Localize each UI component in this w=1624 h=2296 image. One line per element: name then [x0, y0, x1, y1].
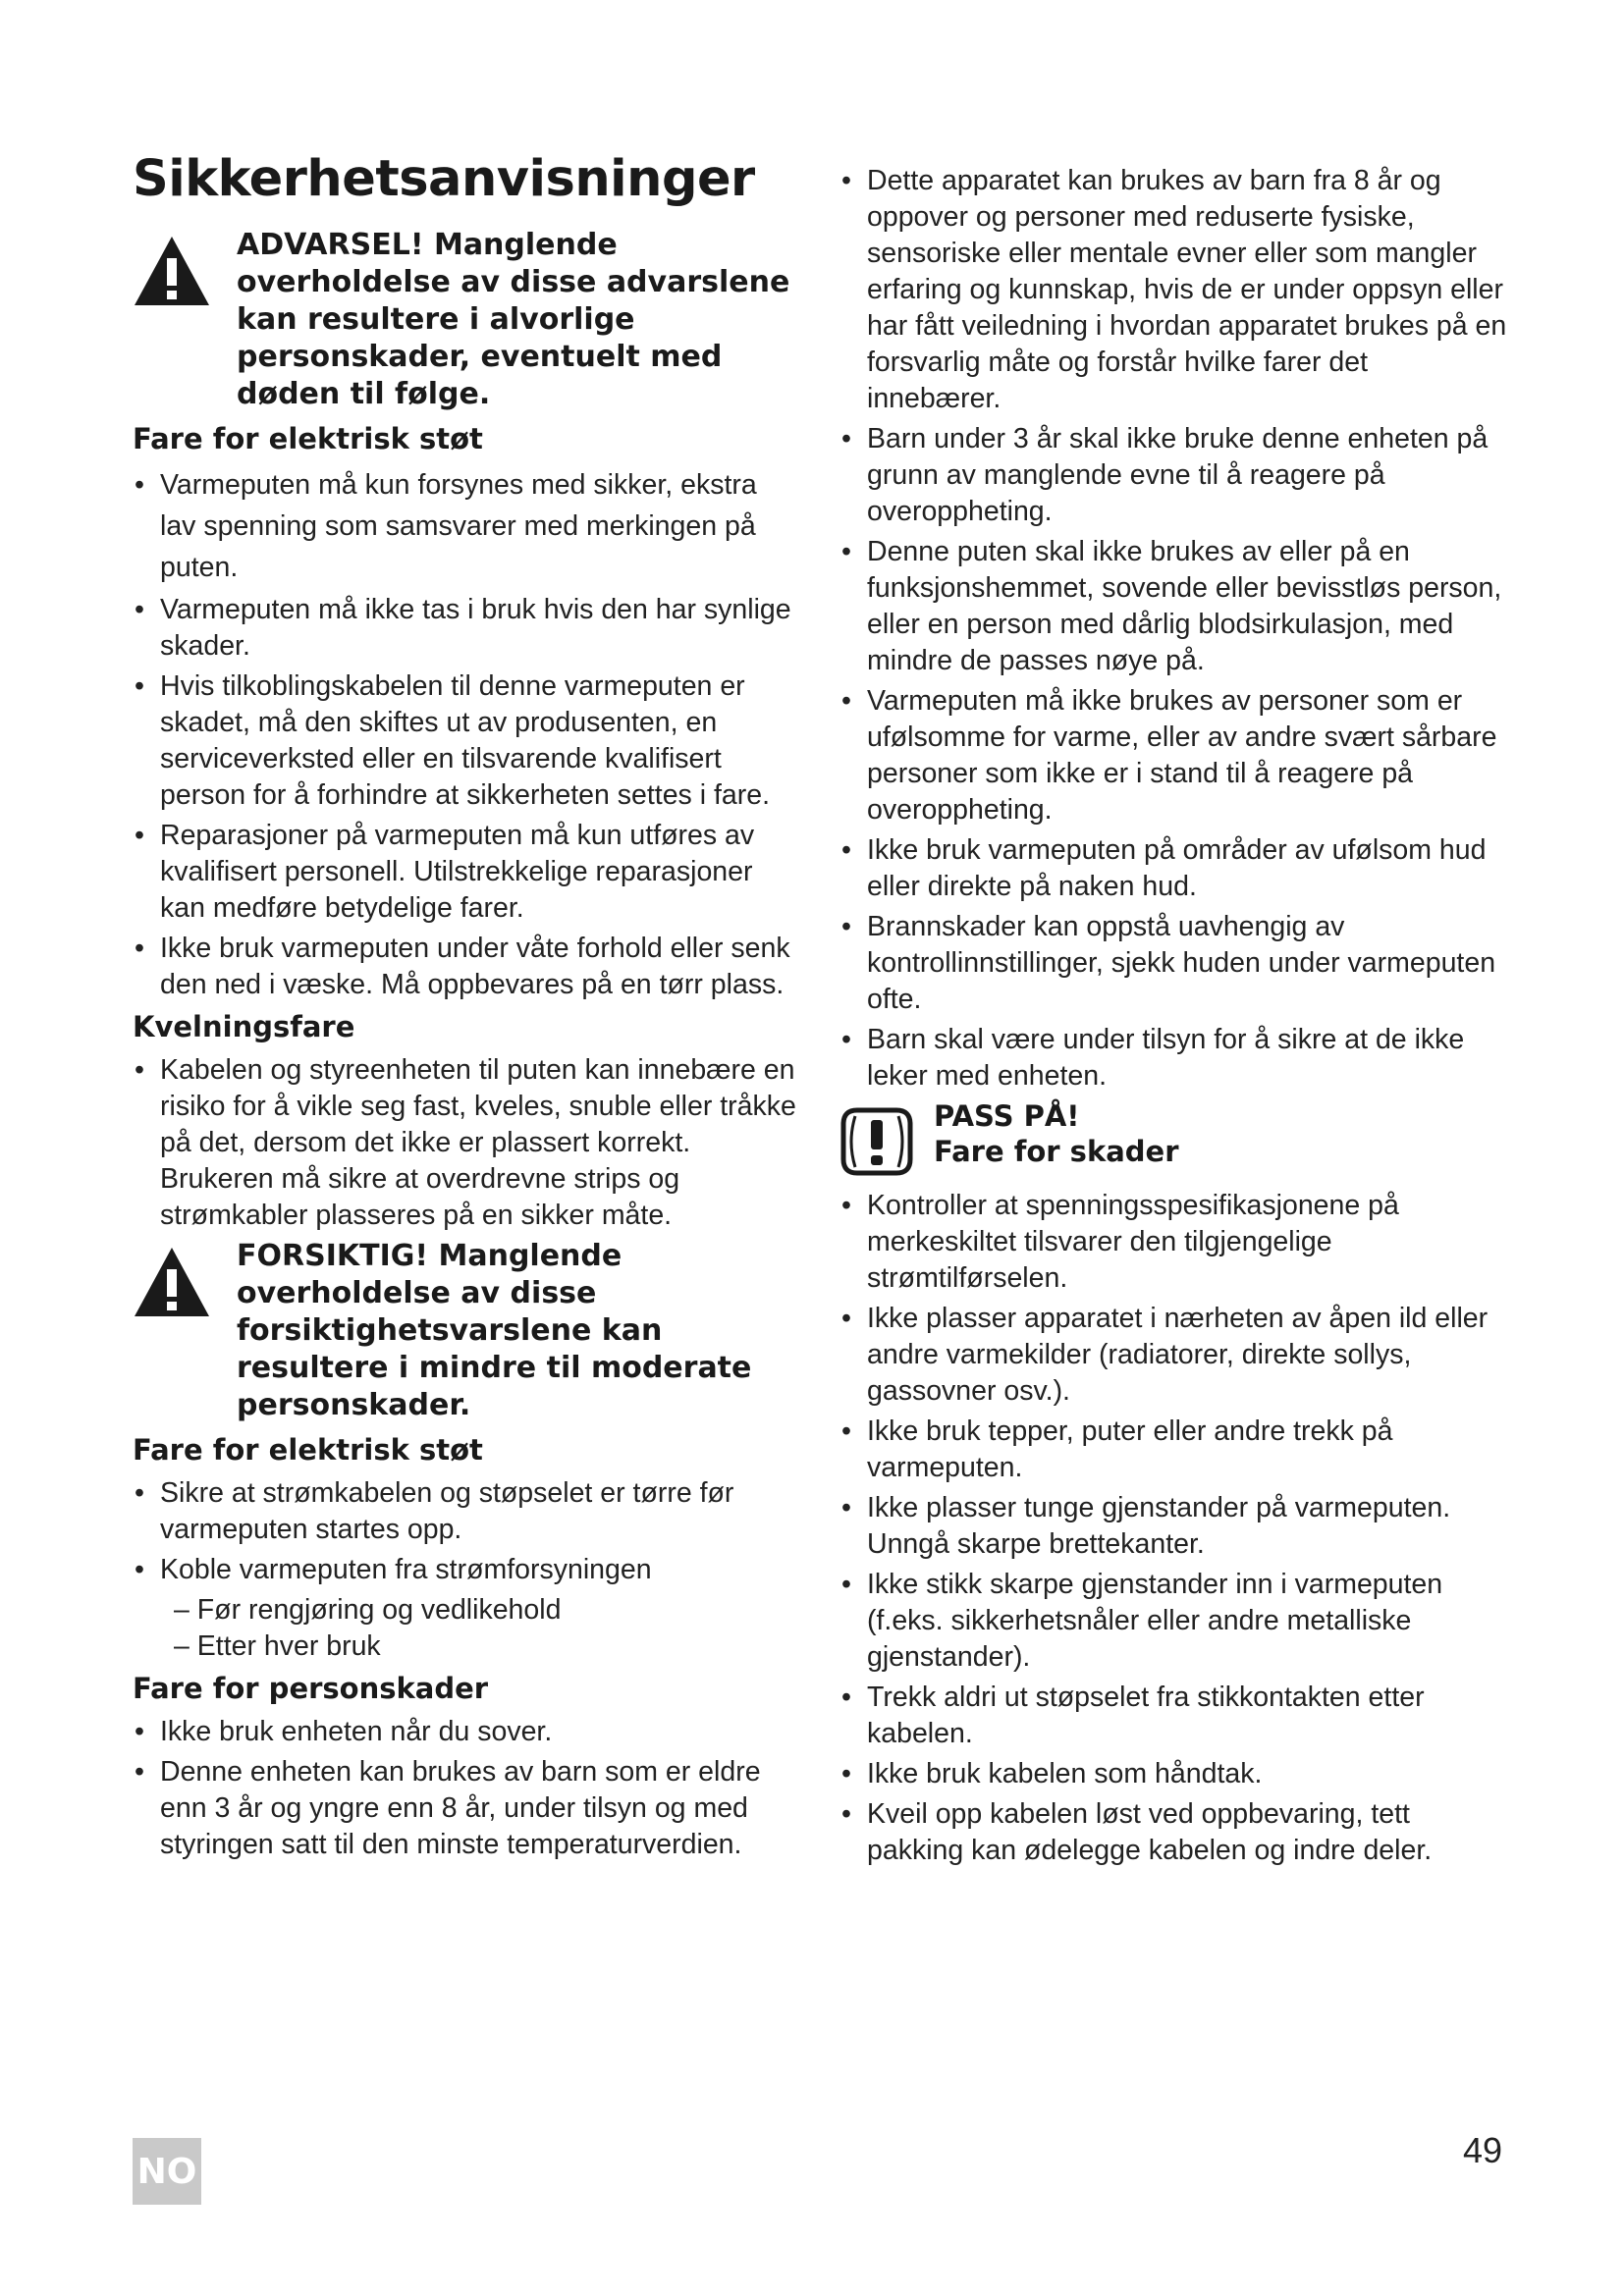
suffocation-list: [133, 1052, 800, 1234]
page-title: Sikkerhetsanvisninger: [133, 150, 755, 208]
heading-electric-shock-1: Fare for elektrisk støt: [133, 422, 483, 456]
heading-personal-injury: Fare for personskader: [133, 1672, 489, 1706]
language-badge: NO: [133, 2138, 201, 2205]
notice-title: PASS PÅ!: [934, 1099, 1080, 1133]
list-item: • Ikke bruk varmeputen på områder av ufølsom hud eller direkte på naken hud.: [839, 832, 1507, 905]
right-column: [839, 163, 1507, 1873]
list-item: • Denne enheten kan brukes av barn som er eldre enn 3 år og yngre enn 8 år, under tilsyn og med styringen satt til den minste temperaturverdien.: [133, 1754, 800, 1863]
list-item: • Barn under 3 år skal ikke bruke denne enheten på grunn av manglende evne til å reagere på overoppheting.: [839, 421, 1507, 530]
electric-shock-list-2: [133, 1475, 800, 1588]
caution-triangle-icon: [133, 1246, 211, 1323]
list-item: • Sikre at strømkabelen og støpselet er tørre før varmeputen startes opp.: [133, 1475, 800, 1548]
sub-list-item: – Etter hver bruk: [174, 1630, 381, 1663]
electric-shock-list-1: [133, 464, 800, 1003]
list-item: • Varmeputen må ikke tas i bruk hvis den har synlige skader.: [133, 592, 800, 665]
list-item: • Ikke bruk kabelen som håndtak.: [839, 1756, 1507, 1792]
heading-electric-shock-2: Fare for elektrisk støt: [133, 1433, 483, 1468]
warning-triangle-icon: [133, 235, 211, 312]
notice-block: [839, 1098, 1507, 1182]
list-item: • Ikke plasser tunge gjenstander på varmeputen. Unngå skarpe brettekanter.: [839, 1490, 1507, 1563]
caution-block: [133, 1238, 800, 1424]
list-item: • Ikke bruk enheten når du sover.: [133, 1714, 800, 1750]
caution-text: FORSIKTIG! Manglende overholdelse av disse forsiktighetsvarslene kan resultere i mindre til moderate personskader.: [237, 1239, 752, 1423]
list-item: • Hvis tilkoblingskabelen til denne varmeputen er skadet, må den skiftes ut av produsenten, en serviceverksted eller en tilsvarende kvalifisert person for å forhindre at sikkerheten settes i fare.: [133, 668, 800, 814]
list-item: • Ikke plasser apparatet i nærheten av åpen ild eller andre varmekilder (radiatorer, direkte sollys, gassovner osv.).: [839, 1301, 1507, 1410]
list-item: • Brannskader kan oppstå uavhengig av kontrollinnstillinger, sjekk huden under varmeputen ofte.: [839, 909, 1507, 1018]
list-item: • Kontroller at spenningsspesifikasjonene på merkeskiltet tilsvarer den tilgjengelige strømtilførselen.: [839, 1188, 1507, 1297]
left-column: [133, 152, 800, 1867]
exclamation-notice-icon: [839, 1106, 914, 1182]
notice-text: [934, 1098, 1179, 1169]
list-item: • Dette apparatet kan brukes av barn fra 8 år og oppover og personer med reduserte fysiske, sensoriske eller mentale evner eller som mangler erfaring og kunnskap, hvis de er under oppsyn eller har fått veiledning i hvordan apparatet brukes på en forsvarlig måte og forstår hvilke farer det innebærer.: [839, 163, 1507, 417]
list-item: • Barn skal være under tilsyn for å sikre at de ikke leker med enheten.: [839, 1022, 1507, 1095]
injury-prevention-list: [839, 1188, 1507, 1869]
list-item: • Reparasjoner på varmeputen må kun utføres av kvalifisert personell. Utilstrekkelige reparasjoner kan medføre betydelige farer.: [133, 818, 800, 927]
heading-suffocation: Kvelningsfare: [133, 1010, 355, 1044]
list-item: • Varmeputen må ikke brukes av personer som er ufølsomme for varme, eller av andre svært sårbare personer som ikke er i stand til å reagere på overoppheting.: [839, 683, 1507, 828]
list-item: • Ikke stikk skarpe gjenstander inn i varmeputen (f.eks. sikkerhetsnåler eller andre metalliske gjenstander).: [839, 1567, 1507, 1676]
notice-subtitle: Fare for skader: [934, 1135, 1179, 1168]
sub-list-item: – Før rengjøring og vedlikehold: [174, 1594, 562, 1627]
list-item: • Trekk aldri ut støpselet fra stikkontakten etter kabelen.: [839, 1680, 1507, 1752]
list-item: • Ikke bruk varmeputen under våte forhold eller senk den ned i væske. Må oppbevares på en tørr plass.: [133, 931, 800, 1003]
children-usage-list: [839, 163, 1507, 1095]
page-number: 49: [1462, 2130, 1502, 2170]
warning-block: [133, 227, 800, 413]
personal-injury-list: [133, 1714, 800, 1863]
list-item: • Koble varmeputen fra strømforsyningen: [133, 1552, 800, 1588]
list-item: • Kabelen og styreenheten til puten kan innebære en risiko for å vikle seg fast, kveles, snuble eller tråkke på det, dersom det ikke er plassert korrekt. Brukeren må sikre at overdrevne strips og strømkabler plasseres på en sikker måte.: [133, 1052, 800, 1234]
list-item: • Kveil opp kabelen løst ved oppbevaring, tett pakking kan ødelegge kabelen og indre deler.: [839, 1796, 1507, 1869]
list-item: • Varmeputen må kun forsynes med sikker, ekstra lav spenning som samsvarer med merkingen på puten.: [133, 464, 800, 588]
list-item: • Denne puten skal ikke brukes av eller på en funksjonshemmet, sovende eller bevisstløs person, eller en person med dårlig blodsirkulasjon, med mindre de passes nøye på.: [839, 534, 1507, 679]
warning-text: ADVARSEL! Manglende overholdelse av disse advarslene kan resultere i alvorlige personskader, eventuelt med døden til følge.: [237, 228, 790, 412]
list-item: • Ikke bruk tepper, puter eller andre trekk på varmeputen.: [839, 1414, 1507, 1486]
